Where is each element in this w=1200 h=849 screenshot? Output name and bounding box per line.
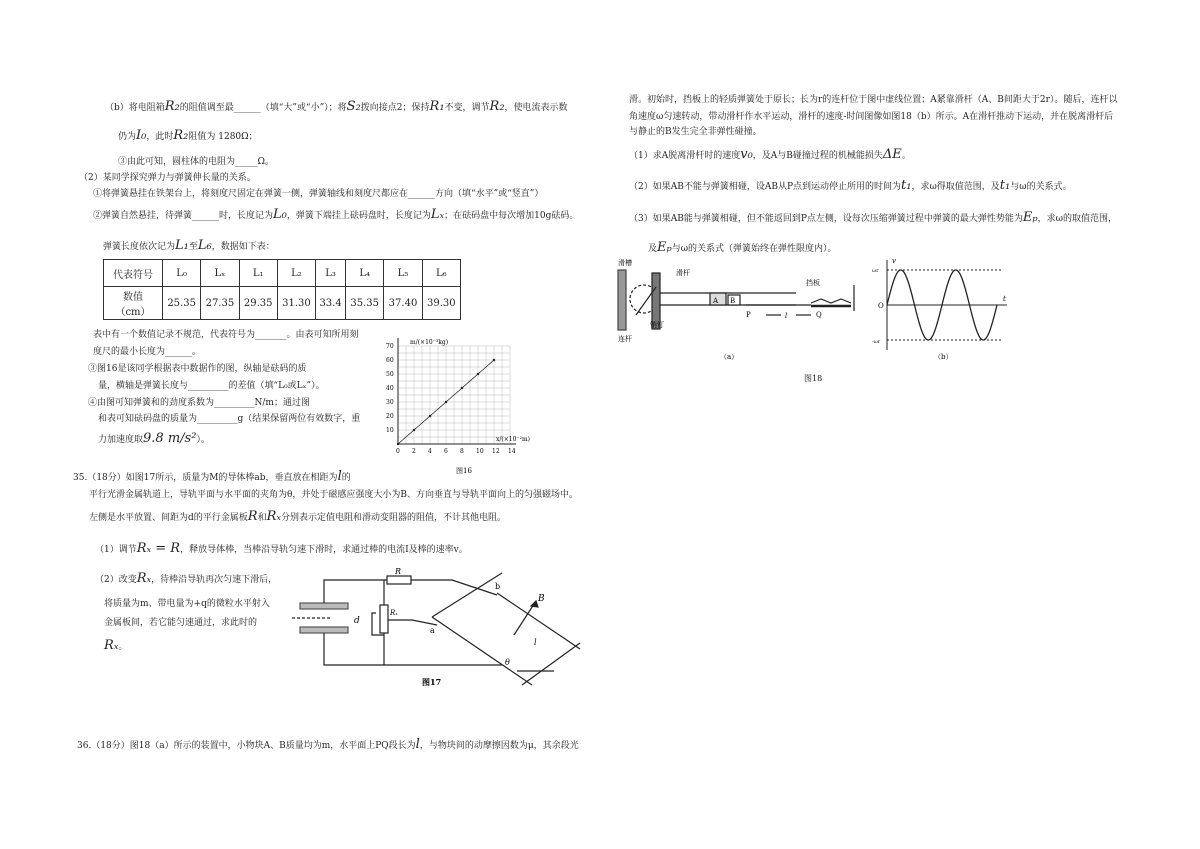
right-line-7: 及Eₚ与ω的关系式（弹簧始终在弹性限度内）。 bbox=[648, 240, 837, 255]
table-cell: L₃ bbox=[316, 260, 346, 287]
right-line-4: （1）求A脱离滑杆时的速度v₀，及A与B碰撞过程的机械能损失ΔE。 bbox=[629, 147, 911, 162]
v-axis-label: v bbox=[892, 257, 896, 265]
table-cell: 25.35 bbox=[163, 287, 201, 320]
line-7: 弹簧长度依次记为L₁至L₆，数据如下表： bbox=[103, 238, 275, 253]
table-cell: 31.30 bbox=[277, 287, 315, 320]
table-cell: 33.4 bbox=[316, 287, 346, 320]
figure-18b-graph bbox=[872, 255, 1012, 370]
right-line-2: 角速度ω匀速转动，带动滑杆作水平运动，滑杆的速度-时间图像如图18（b）所示。A在滑杆推动下运动，并在脱离滑杆后 bbox=[629, 112, 1114, 122]
line-4: （2）某同学探究弹力与弹簧伸长量的关系。 bbox=[79, 173, 256, 183]
table-header-value: 数值 （cm） bbox=[104, 287, 163, 320]
x-tick-label: 4 bbox=[428, 448, 432, 455]
data-point bbox=[397, 443, 399, 445]
line-11: 量，横轴是弹簧长度与_________的差值（填“L₀或Lₓ”）。 bbox=[98, 381, 325, 391]
table-cell: 39.30 bbox=[422, 287, 460, 320]
label-a: a bbox=[430, 626, 435, 635]
x-axis-label: x/(×10⁻²m) bbox=[496, 436, 530, 443]
y-axis-label: m/(×10⁻³kg) bbox=[410, 339, 449, 346]
q35-line-6: 将质量为m、带电量为+q的微粒水平射入 bbox=[104, 599, 270, 609]
q35-line-2: 平行光滑金属轨道上，导轨平面与水平面的夹角为θ，并处于磁感应强度大小为B、方向垂直与导轨平面向上的匀强磁场中。 bbox=[89, 490, 579, 500]
table-cell: L₂ bbox=[277, 260, 315, 287]
table-header-symbol: 代表符号 bbox=[104, 260, 163, 287]
line-6: ②弹簧自然悬挂，待弹簧______时，长度记为L₀，弹簧下端挂上砝码盘时，长度记为Lₓ；在砝码盘中每次增加10g砝码。 bbox=[93, 207, 579, 222]
data-point bbox=[461, 387, 463, 389]
table-cell: L₄ bbox=[346, 260, 384, 287]
x-tick-label: 6 bbox=[444, 448, 448, 455]
label-a: （a） bbox=[720, 353, 739, 361]
label-dang: 挡板 bbox=[806, 279, 820, 287]
origin-label: O bbox=[878, 302, 884, 310]
right-line-3: 与静止的B发生完全非弹性碰撞。 bbox=[629, 127, 762, 137]
label-xiao: 销钉 bbox=[650, 321, 664, 329]
label-theta: θ bbox=[505, 658, 510, 667]
x-tick-label: 0 bbox=[396, 448, 400, 455]
label-B: B bbox=[538, 594, 545, 604]
figure-18a-diagram bbox=[616, 255, 866, 370]
figure-16-chart bbox=[370, 334, 530, 476]
q35-line-5: （2）改变Rₓ，待棒沿导轨再次匀速下滑后， bbox=[95, 571, 278, 586]
q35-line-4: （1）调节Rₓ = R，释放导体棒，当棒沿导轨匀速下滑时，求通过棒的电流I及棒的速率v。 bbox=[95, 541, 468, 556]
line-12: ④由图可知弹簧和的劲度系数为_________N/m；通过图 bbox=[88, 398, 310, 408]
x-tick-label: 8 bbox=[460, 448, 464, 455]
label-l: l bbox=[785, 312, 788, 320]
x-tick-label: 10 bbox=[476, 448, 484, 455]
table-cell: Lₓ bbox=[201, 260, 239, 287]
y-tick-label: 60 bbox=[386, 357, 394, 364]
figure-17-caption: 图17 bbox=[422, 677, 442, 687]
line-14: 力加速度取9.8 m/s²）。 bbox=[98, 431, 210, 446]
table-row-values bbox=[104, 287, 461, 320]
figure-16-caption: 图16 bbox=[456, 467, 472, 475]
data-point bbox=[493, 359, 495, 361]
y-tick-label: 20 bbox=[386, 413, 394, 420]
label-Rx: Rₓ bbox=[390, 609, 398, 617]
data-point bbox=[477, 373, 479, 375]
label-Q: Q bbox=[816, 311, 822, 319]
v-max-label: ωr bbox=[872, 268, 879, 274]
data-point bbox=[445, 401, 447, 403]
label-b: （b） bbox=[934, 353, 953, 361]
figure-17-diagram bbox=[292, 565, 592, 690]
table-cell: L₁ bbox=[239, 260, 277, 287]
q35-line-1: 35.（18分）如图17所示，质量为M的导体棒ab，垂直放在相距为l的 bbox=[73, 469, 351, 484]
y-tick-label: 40 bbox=[386, 385, 394, 392]
data-point bbox=[413, 429, 415, 431]
q35-line-8: Rₓ。 bbox=[104, 638, 128, 653]
line-13: 和表可知砝码盘的质量为_________g（结果保留两位有效数字，重 bbox=[98, 414, 361, 424]
figure-18-caption: 图18 bbox=[804, 374, 823, 383]
table-row-symbols bbox=[104, 260, 461, 287]
right-line-1: 滑。初始时，挡板上的轻质弹簧处于原长；长为r的连杆位于图中虚线位置；A紧靠滑杆（A、B间距大于2r）。随后，连杆以 bbox=[629, 95, 1118, 105]
q36-line: 36.（18分）图18（a）所示的装置中，小物块A、B质量均为m，水平面上PQ段长为l，与物块间的动摩擦因数为μ，其余段光 bbox=[77, 737, 579, 752]
y-tick-label: 70 bbox=[386, 343, 394, 350]
line-10: ③图16是该同学根据表中数据作的图，纵轴是砝码的质 bbox=[88, 364, 307, 374]
label-d: d bbox=[354, 616, 360, 626]
right-line-5: （2）如果AB不能与弹簧相碰，设AB从P点到运动停止所用的时间为t₁，求ω得取值范围，及t₁与ω的关系式。 bbox=[629, 178, 1072, 193]
label-R: R bbox=[395, 567, 402, 576]
line-8: 表中有一个数值记录不规范，代表符号为_______。由表可知所用刻 bbox=[93, 330, 359, 340]
label-lian: 连杆 bbox=[618, 335, 632, 343]
table-cell: 35.35 bbox=[346, 287, 384, 320]
table-cell: 27.35 bbox=[201, 287, 239, 320]
q35-line-7: 金属板间，若它能匀速通过，求此时的 bbox=[104, 618, 258, 628]
right-line-6: （3）如果AB能与弹簧相碰，但不能返回到P点左侧，设每次压缩弹簧过程中弹簧的最大弹性势能为Eₚ，求ω的取值范围， bbox=[629, 210, 1117, 225]
table-cell: L₆ bbox=[422, 260, 460, 287]
label-hua: 滑杆 bbox=[676, 269, 690, 277]
table-cell: L₀ bbox=[163, 260, 201, 287]
q35-line-3: 左侧是水平放置、间距为d的平行金属板R和Rₓ分别表示定值电阻和滑动变阻器的阻值，不计其他电阻。 bbox=[89, 509, 506, 524]
label-l: l bbox=[534, 638, 537, 647]
x-tick-label: 12 bbox=[492, 448, 500, 455]
line-1: （b）将电阻箱R₂的阻值调至最______（填“大”或“小”）；将S₂拨向接点2；保持R₁不变，调节R₂，使电流表示数 bbox=[105, 99, 568, 114]
line-2: 仍为I₀，此时R₂阻值为 1280Ω； bbox=[118, 128, 258, 143]
v-min-label: -ωr bbox=[872, 339, 881, 345]
table-cell: L₅ bbox=[384, 260, 422, 287]
table-cell: 29.35 bbox=[239, 287, 277, 320]
label-ding: 滑槽 bbox=[618, 259, 632, 267]
label-b: b bbox=[495, 582, 501, 591]
y-tick-label: 50 bbox=[386, 371, 394, 378]
table-cell: 37.40 bbox=[384, 287, 422, 320]
label-A: A bbox=[713, 297, 719, 305]
label-B: B bbox=[730, 297, 736, 305]
y-tick-label: 30 bbox=[386, 399, 394, 406]
label-P: P bbox=[746, 311, 751, 319]
data-point bbox=[429, 415, 431, 417]
t-axis-label: t bbox=[1003, 295, 1006, 303]
line-9: 度尺的最小长度为______。 bbox=[93, 347, 202, 357]
x-tick-label: 14 bbox=[508, 448, 516, 455]
line-5: ①将弹簧悬挂在铁架台上，将刻度尺固定在弹簧一侧，弹簧轴线和刻度尺都应在______方向（填“水平”或“竖直”） bbox=[93, 189, 544, 199]
y-tick-label: 10 bbox=[386, 427, 394, 434]
line-3: ③由此可知，圆柱体的电阻为_____Ω。 bbox=[118, 157, 274, 167]
x-tick-label: 2 bbox=[412, 448, 416, 455]
spring-data-table bbox=[103, 259, 461, 320]
